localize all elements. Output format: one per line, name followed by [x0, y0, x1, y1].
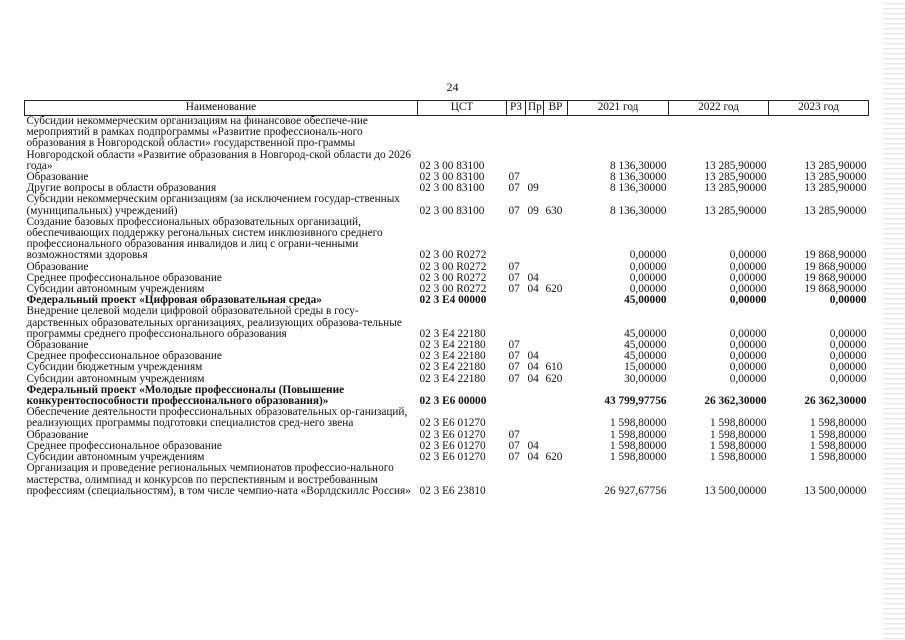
cell-vr	[544, 295, 568, 306]
header-rz: РЗ	[507, 101, 526, 116]
cell-name: Субсидии бюджетным учреждениям	[26, 361, 203, 374]
cell-y2021: 1 598,80000	[610, 428, 667, 441]
budget-table	[24, 100, 869, 497]
cell-y2023: 0,00000	[829, 294, 867, 307]
cell-pr	[526, 116, 544, 173]
cell-y2023: 0,00000	[829, 361, 867, 374]
cell-vr	[544, 463, 568, 497]
cell-rz	[507, 385, 526, 407]
cell-y2023: 0,00000	[829, 339, 867, 352]
cell-y2022: 0,00000	[729, 260, 767, 273]
cell-vr: 620	[545, 451, 563, 464]
table-header-row	[25, 101, 869, 116]
cell-cst: 02 3 00 R0272	[419, 249, 487, 262]
cell-cst: 02 3 E4 00000	[419, 294, 487, 307]
cell-y2022: 0,00000	[729, 350, 767, 363]
cell-y2021: 8 136,30000	[610, 182, 667, 195]
cell-rz: 07	[508, 350, 520, 363]
cell-y2023: 0,00000	[829, 327, 867, 340]
cell-y2022: 13 285,90000	[704, 171, 767, 184]
cell-y2023: 13 285,90000	[804, 182, 867, 195]
cell-vr: 630	[545, 204, 563, 217]
table-row	[25, 116, 869, 173]
cell-name: Образование	[26, 428, 89, 441]
cell-cst: 02 3 E6 00000	[419, 395, 487, 408]
cell-y2021: 8 136,30000	[610, 171, 667, 184]
cell-y2022: 1 598,80000	[710, 417, 767, 430]
cell-rz: 07	[508, 439, 520, 452]
cell-rz	[507, 306, 526, 340]
cell-pr: 09	[527, 204, 539, 217]
cell-y2023: 13 285,90000	[804, 159, 867, 172]
cell-y2021: 43 799,97756	[604, 395, 667, 408]
cell-y2021: 45,00000	[624, 350, 667, 363]
cell-cst: 02 3 E4 22180	[419, 372, 486, 385]
cell-y2022: 0,00000	[729, 361, 767, 374]
header-2023: 2023 год	[769, 101, 869, 116]
header-name: Наименование	[25, 101, 418, 116]
cell-y2022: 26 362,30000	[704, 395, 767, 408]
cell-vr: 620	[545, 372, 563, 385]
cell-name: Субсидии некоммерческим организациям на финансовое обеспече-ние мероприятий в рамках подпрограммы «Развитие профессиональ-ного образования в Новгородской области» государственной про-граммы Новгородской области «Развитие образования в Новгород-ской области до 2026 года»	[26, 115, 412, 172]
scan-edge-artifact	[883, 0, 905, 640]
cell-y2021: 45,00000	[624, 327, 667, 340]
header-cst: ЦСТ	[418, 101, 507, 116]
cell-y2022: 13 285,90000	[704, 159, 767, 172]
header-2021: 2021 год	[568, 101, 669, 116]
cell-y2022: 13 285,90000	[704, 182, 767, 195]
cell-rz: 07	[508, 271, 520, 284]
cell-y2023: 13 500,00000	[804, 484, 867, 497]
cell-vr	[544, 385, 568, 407]
cell-cst: 02 3 E4 22180	[419, 361, 486, 374]
cell-pr	[526, 306, 544, 340]
table-row	[25, 407, 869, 429]
cell-y2022: 13 500,00000	[704, 484, 767, 497]
cell-y2022: 0,00000	[729, 339, 767, 352]
cell-name: Внедрение целевой модели цифровой образовательной среды в госу-дарственных образовательных организациях, реализующих образова-тельные программы среднего профессионального образования	[26, 305, 402, 340]
cell-y2021: 0,00000	[629, 271, 667, 284]
cell-y2023: 19 868,90000	[804, 271, 867, 284]
cell-cst: 02 3 00 83100	[419, 159, 485, 172]
header-vr: ВР	[544, 101, 568, 116]
cell-vr: 620	[545, 283, 563, 296]
cell-y2023: 19 868,90000	[804, 283, 867, 296]
cell-name: Среднее профессиональное образование	[26, 350, 222, 363]
cell-y2023: 13 285,90000	[804, 204, 867, 217]
table-body	[25, 116, 869, 497]
cell-pr: 04	[527, 350, 539, 363]
cell-y2023: 1 598,80000	[810, 417, 867, 430]
cell-y2023: 1 598,80000	[810, 451, 867, 464]
cell-cst: 02 3 00 83100	[419, 171, 485, 184]
cell-name: Среднее профессиональное образование	[26, 271, 222, 284]
cell-y2023: 0,00000	[829, 350, 867, 363]
table-row	[25, 194, 869, 216]
cell-y2022: 1 598,80000	[710, 451, 767, 464]
cell-name: Создание базовых профессиональных образовательных организаций, обеспечивающих поддержку регональных систем инклюзивного среднего профессионального образования инвалидов и лиц с ограни-ченными возможностями здоровья	[26, 215, 383, 262]
cell-vr	[544, 172, 568, 183]
page-number: 24	[446, 80, 459, 94]
cell-vr	[544, 262, 568, 273]
cell-cst: 02 3 E6 01270	[419, 439, 486, 452]
cell-y2021: 45,00000	[624, 339, 667, 352]
header-pr: Пр	[526, 101, 544, 116]
cell-cst: 02 3 00 R0272	[419, 271, 487, 284]
cell-vr	[544, 407, 568, 429]
cell-rz: 07	[508, 339, 520, 352]
cell-y2021: 26 927,67756	[604, 484, 667, 497]
cell-rz: 07	[508, 283, 520, 296]
cell-y2021: 0,00000	[629, 283, 667, 296]
cell-pr: 09	[527, 182, 539, 195]
cell-y2022: 0,00000	[729, 372, 767, 385]
cell-rz: 07	[508, 204, 520, 217]
cell-y2021: 30,00000	[624, 372, 667, 385]
table-row-section	[25, 385, 869, 407]
cell-rz: 07	[508, 451, 520, 464]
cell-name: Образование	[26, 171, 89, 184]
cell-rz: 07	[508, 182, 520, 195]
cell-pr: 04	[527, 439, 539, 452]
cell-y2021: 0,00000	[629, 249, 667, 262]
cell-y2023: 1 598,80000	[810, 428, 867, 441]
cell-rz: 07	[508, 428, 520, 441]
cell-cst: 02 3 E4 22180	[419, 339, 486, 352]
cell-vr: 610	[545, 361, 563, 374]
cell-y2022: 0,00000	[729, 283, 767, 296]
cell-vr	[544, 217, 568, 262]
cell-rz	[507, 407, 526, 429]
cell-pr: 04	[527, 372, 539, 385]
cell-y2023: 1 598,80000	[810, 439, 867, 452]
cell-pr: 04	[527, 451, 539, 464]
cell-pr	[526, 295, 544, 306]
cell-rz	[507, 116, 526, 173]
cell-y2022: 0,00000	[729, 294, 767, 307]
cell-y2022: 0,00000	[729, 271, 767, 284]
cell-y2023: 0,00000	[829, 372, 867, 385]
cell-rz: 07	[508, 171, 520, 184]
cell-y2023: 19 868,90000	[804, 249, 867, 262]
table-row	[25, 217, 869, 262]
cell-y2022: 13 285,90000	[704, 204, 767, 217]
cell-pr	[526, 463, 544, 497]
cell-pr	[526, 385, 544, 407]
cell-cst: 02 3 E6 23810	[419, 484, 486, 497]
cell-y2022: 0,00000	[729, 327, 767, 340]
cell-y2021: 1 598,80000	[610, 451, 667, 464]
cell-rz: 07	[508, 372, 520, 385]
cell-name: Образование	[26, 339, 89, 352]
cell-name: Федеральный проект «Молодые профессионалы (Повышение конкурентоспособности профессионального образования)»	[26, 383, 345, 408]
cell-y2021: 1 598,80000	[610, 439, 667, 452]
cell-y2021: 0,00000	[629, 260, 667, 273]
cell-vr	[544, 340, 568, 351]
cell-name: Субсидии некоммерческим организациям (за исключением государ-ственных (муниципальных) учреждений)	[26, 193, 400, 217]
cell-cst: 02 3 00 83100	[419, 204, 485, 217]
table-row	[25, 362, 869, 373]
cell-name: Субсидии автономным учреждениям	[26, 451, 205, 464]
cell-y2023: 26 362,30000	[804, 395, 867, 408]
cell-name: Федеральный проект «Цифровая образовательная среда»	[26, 294, 322, 307]
cell-vr	[544, 116, 568, 173]
cell-y2021: 1 598,80000	[610, 417, 667, 430]
cell-pr	[526, 407, 544, 429]
cell-cst: 02 3 E6 01270	[419, 451, 486, 464]
cell-y2023: 19 868,90000	[804, 260, 867, 273]
cell-cst: 02 3 E4 22180	[419, 327, 486, 340]
cell-name: Организация и проведение региональных чемпионатов профессио-нального мастерства, олимпиад и конкурсов по перспективным и востребованным профессиям (специальностям), в том числе чемпио-ната «Ворлдскиллс Россия»	[26, 462, 411, 497]
table-row	[25, 306, 869, 340]
cell-name: Другие вопросы в области образования	[26, 182, 217, 195]
header-2022: 2022 год	[669, 101, 769, 116]
cell-rz: 07	[508, 260, 520, 273]
table-row	[25, 463, 869, 497]
cell-cst: 02 3 E4 22180	[419, 350, 486, 363]
cell-y2023: 13 285,90000	[804, 171, 867, 184]
cell-y2022: 1 598,80000	[710, 428, 767, 441]
cell-pr: 04	[527, 361, 539, 374]
cell-cst: 02 3 00 83100	[419, 182, 485, 195]
cell-rz	[507, 463, 526, 497]
cell-name: Образование	[26, 260, 89, 273]
cell-vr	[544, 183, 568, 194]
cell-name: Среднее профессиональное образование	[26, 439, 222, 452]
cell-pr: 04	[527, 283, 539, 296]
cell-pr	[526, 217, 544, 262]
cell-name: Субсидии автономным учреждениям	[26, 283, 205, 296]
cell-cst: 02 3 00 R0272	[419, 260, 487, 273]
cell-rz	[507, 217, 526, 262]
cell-cst: 02 3 E6 01270	[419, 417, 486, 430]
cell-rz: 07	[508, 361, 520, 374]
cell-y2021: 8 136,30000	[610, 204, 667, 217]
cell-vr	[544, 430, 568, 441]
cell-y2022: 1 598,80000	[710, 439, 767, 452]
cell-cst: 02 3 E6 01270	[419, 428, 486, 441]
cell-y2021: 45,00000	[624, 294, 667, 307]
cell-y2021: 8 136,30000	[610, 159, 667, 172]
cell-name: Обеспечение деятельности профессиональных образовательных ор-ганизаций, реализующих программы подготовки специалистов сред-него звена	[26, 406, 408, 430]
cell-rz	[507, 295, 526, 306]
cell-y2021: 15,00000	[624, 361, 667, 374]
cell-cst: 02 3 00 R0272	[419, 283, 487, 296]
cell-name: Субсидии автономным учреждениям	[26, 372, 205, 385]
cell-y2022: 0,00000	[729, 249, 767, 262]
cell-vr	[544, 306, 568, 340]
cell-pr: 04	[527, 271, 539, 284]
